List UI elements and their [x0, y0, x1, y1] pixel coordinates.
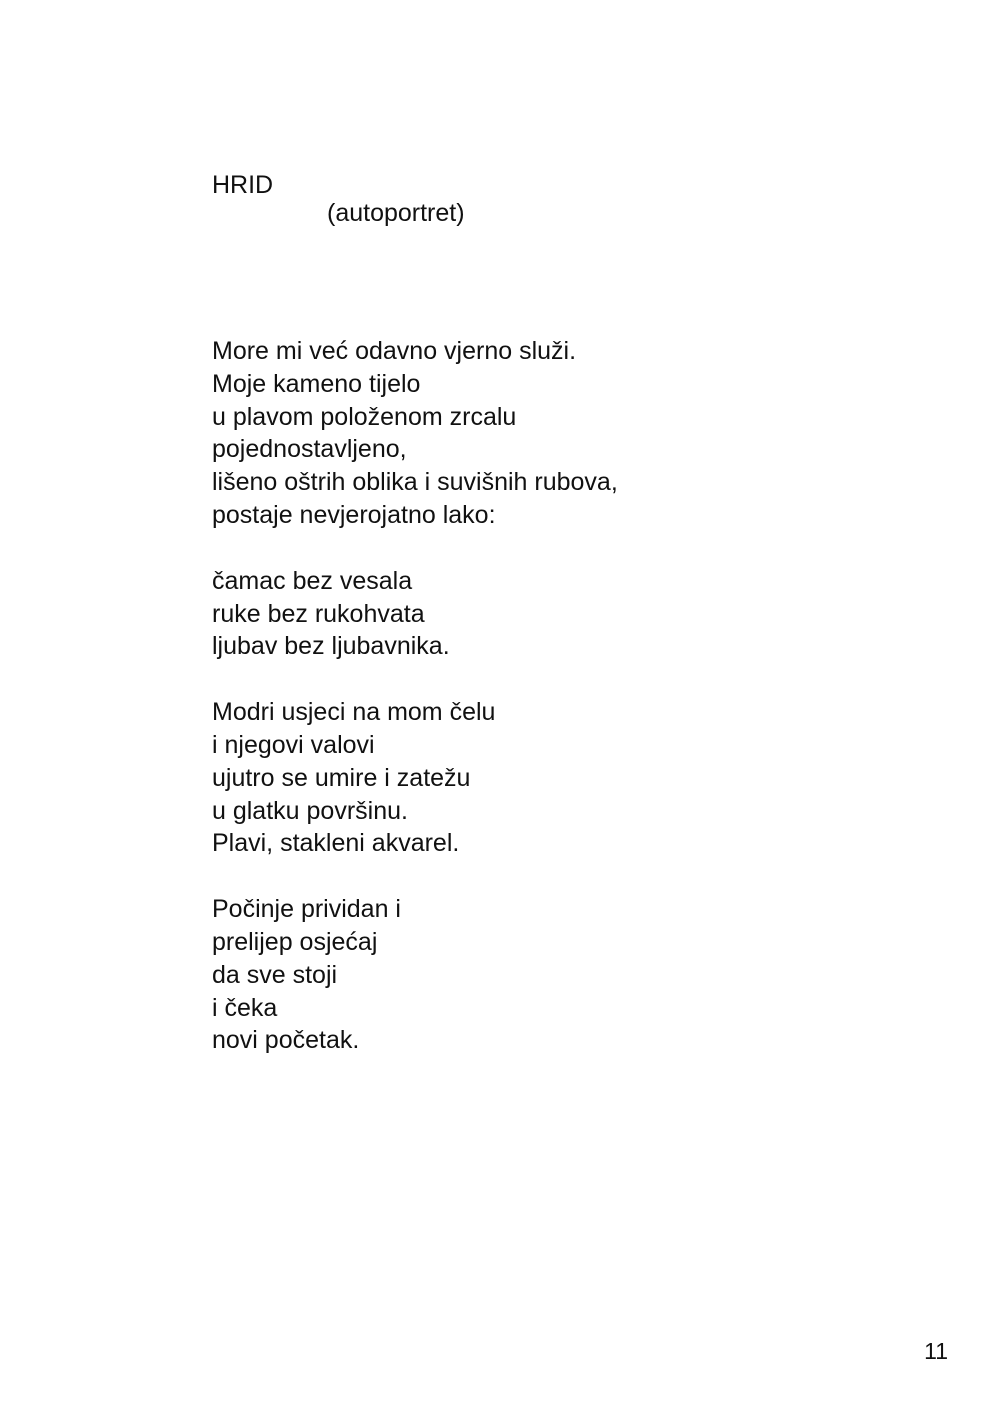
poem-line: ruke bez rukohvata: [212, 599, 425, 628]
poem-body: [212, 335, 912, 1090]
poem-line: Modri usjeci na mom čelu: [212, 698, 496, 727]
poem-line: postaje nevjerojatno lako:: [212, 500, 496, 529]
poem-line: i njegovi valovi: [212, 730, 375, 759]
poem-line: lišeno oštrih oblika i suvišnih rubova,: [212, 468, 618, 497]
poem-line: i čeka: [212, 993, 278, 1022]
stanza-1: [212, 335, 912, 532]
poem-title: HRID: [212, 171, 274, 199]
stanza-4: [212, 893, 912, 1057]
page-number: 11: [924, 1338, 948, 1364]
stanza-3: [212, 696, 912, 860]
poem-line: u plavom položenom zrcalu: [212, 402, 517, 431]
stanza-2: [212, 565, 912, 663]
poem-line: prelijep osjećaj: [212, 927, 378, 956]
poem-line: novi početak.: [212, 1026, 360, 1055]
poem-line: Počinje prividan i: [212, 895, 401, 924]
poem-line: More mi već odavno vjerno služi.: [212, 337, 577, 365]
poem-line: da sve stoji: [212, 960, 338, 989]
poem-line: čamac bez vesala: [212, 566, 413, 595]
poem-line: Plavi, stakleni akvarel.: [212, 829, 460, 858]
poem-line: ljubav bez ljubavnika.: [212, 632, 450, 661]
poem-line: ujutro se umire i zatežu: [212, 763, 471, 792]
poem-line: Moje kameno tijelo: [212, 369, 421, 398]
poem-line: pojednostavljeno,: [212, 435, 407, 464]
poem-subtitle: (autoportret): [327, 199, 465, 227]
poem-line: u glatku površinu.: [212, 796, 408, 825]
